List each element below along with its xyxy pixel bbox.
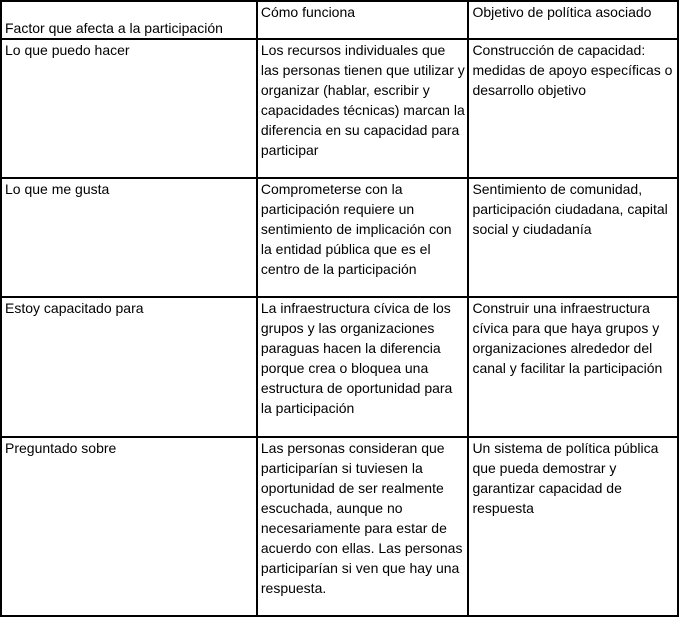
cell-objetivo: Construir una infraestructura cívica para que haya grupos y organizaciones alrededor del canal y facilitar la participación — [468, 297, 678, 437]
table-row — [1, 39, 678, 178]
cell-como-funciona: Los recursos individuales que las personas tienen que utilizar y organizar (hablar, escribir y capacidades técnicas) marcan la diferencia en su capacidad para participar — [257, 39, 469, 178]
header-como-funciona: Cómo funciona — [257, 1, 469, 39]
table-row — [1, 297, 678, 437]
cell-factor: Lo que puedo hacer — [1, 39, 257, 178]
header-objetivo: Objetivo de política asociado — [468, 1, 678, 39]
cell-objetivo: Un sistema de política pública que pueda demostrar y garantizar capacidad de respuesta — [468, 437, 678, 616]
cell-factor: Estoy capacitado para — [1, 297, 257, 437]
cell-objetivo: Construcción de capacidad: medidas de apoyo específicas o desarrollo objetivo — [468, 39, 678, 178]
cell-como-funciona: La infraestructura cívica de los grupos y las organizaciones paraguas hacen la diferencia porque crea o bloquea una estructura de oportunidad para la participación — [257, 297, 469, 437]
header-factor: Factor que afecta a la participación — [1, 1, 257, 39]
cell-factor: Lo que me gusta — [1, 178, 257, 297]
table-row — [1, 437, 678, 616]
table-header-row — [1, 1, 678, 39]
cell-como-funciona: Las personas consideran que participarían si tuviesen la oportunidad de ser realmente escuchada, aunque no necesariamente para estar de acuerdo con ellas. Las personas participarían si ven que hay una respuesta. — [257, 437, 469, 616]
cell-factor: Preguntado sobre — [1, 437, 257, 616]
cell-como-funciona: Comprometerse con la participación requiere un sentimiento de implicación con la entidad pública que es el centro de la participación — [257, 178, 469, 297]
cell-objetivo: Sentimiento de comunidad, participación ciudadana, capital social y ciudadanía — [468, 178, 678, 297]
table-row — [1, 178, 678, 297]
